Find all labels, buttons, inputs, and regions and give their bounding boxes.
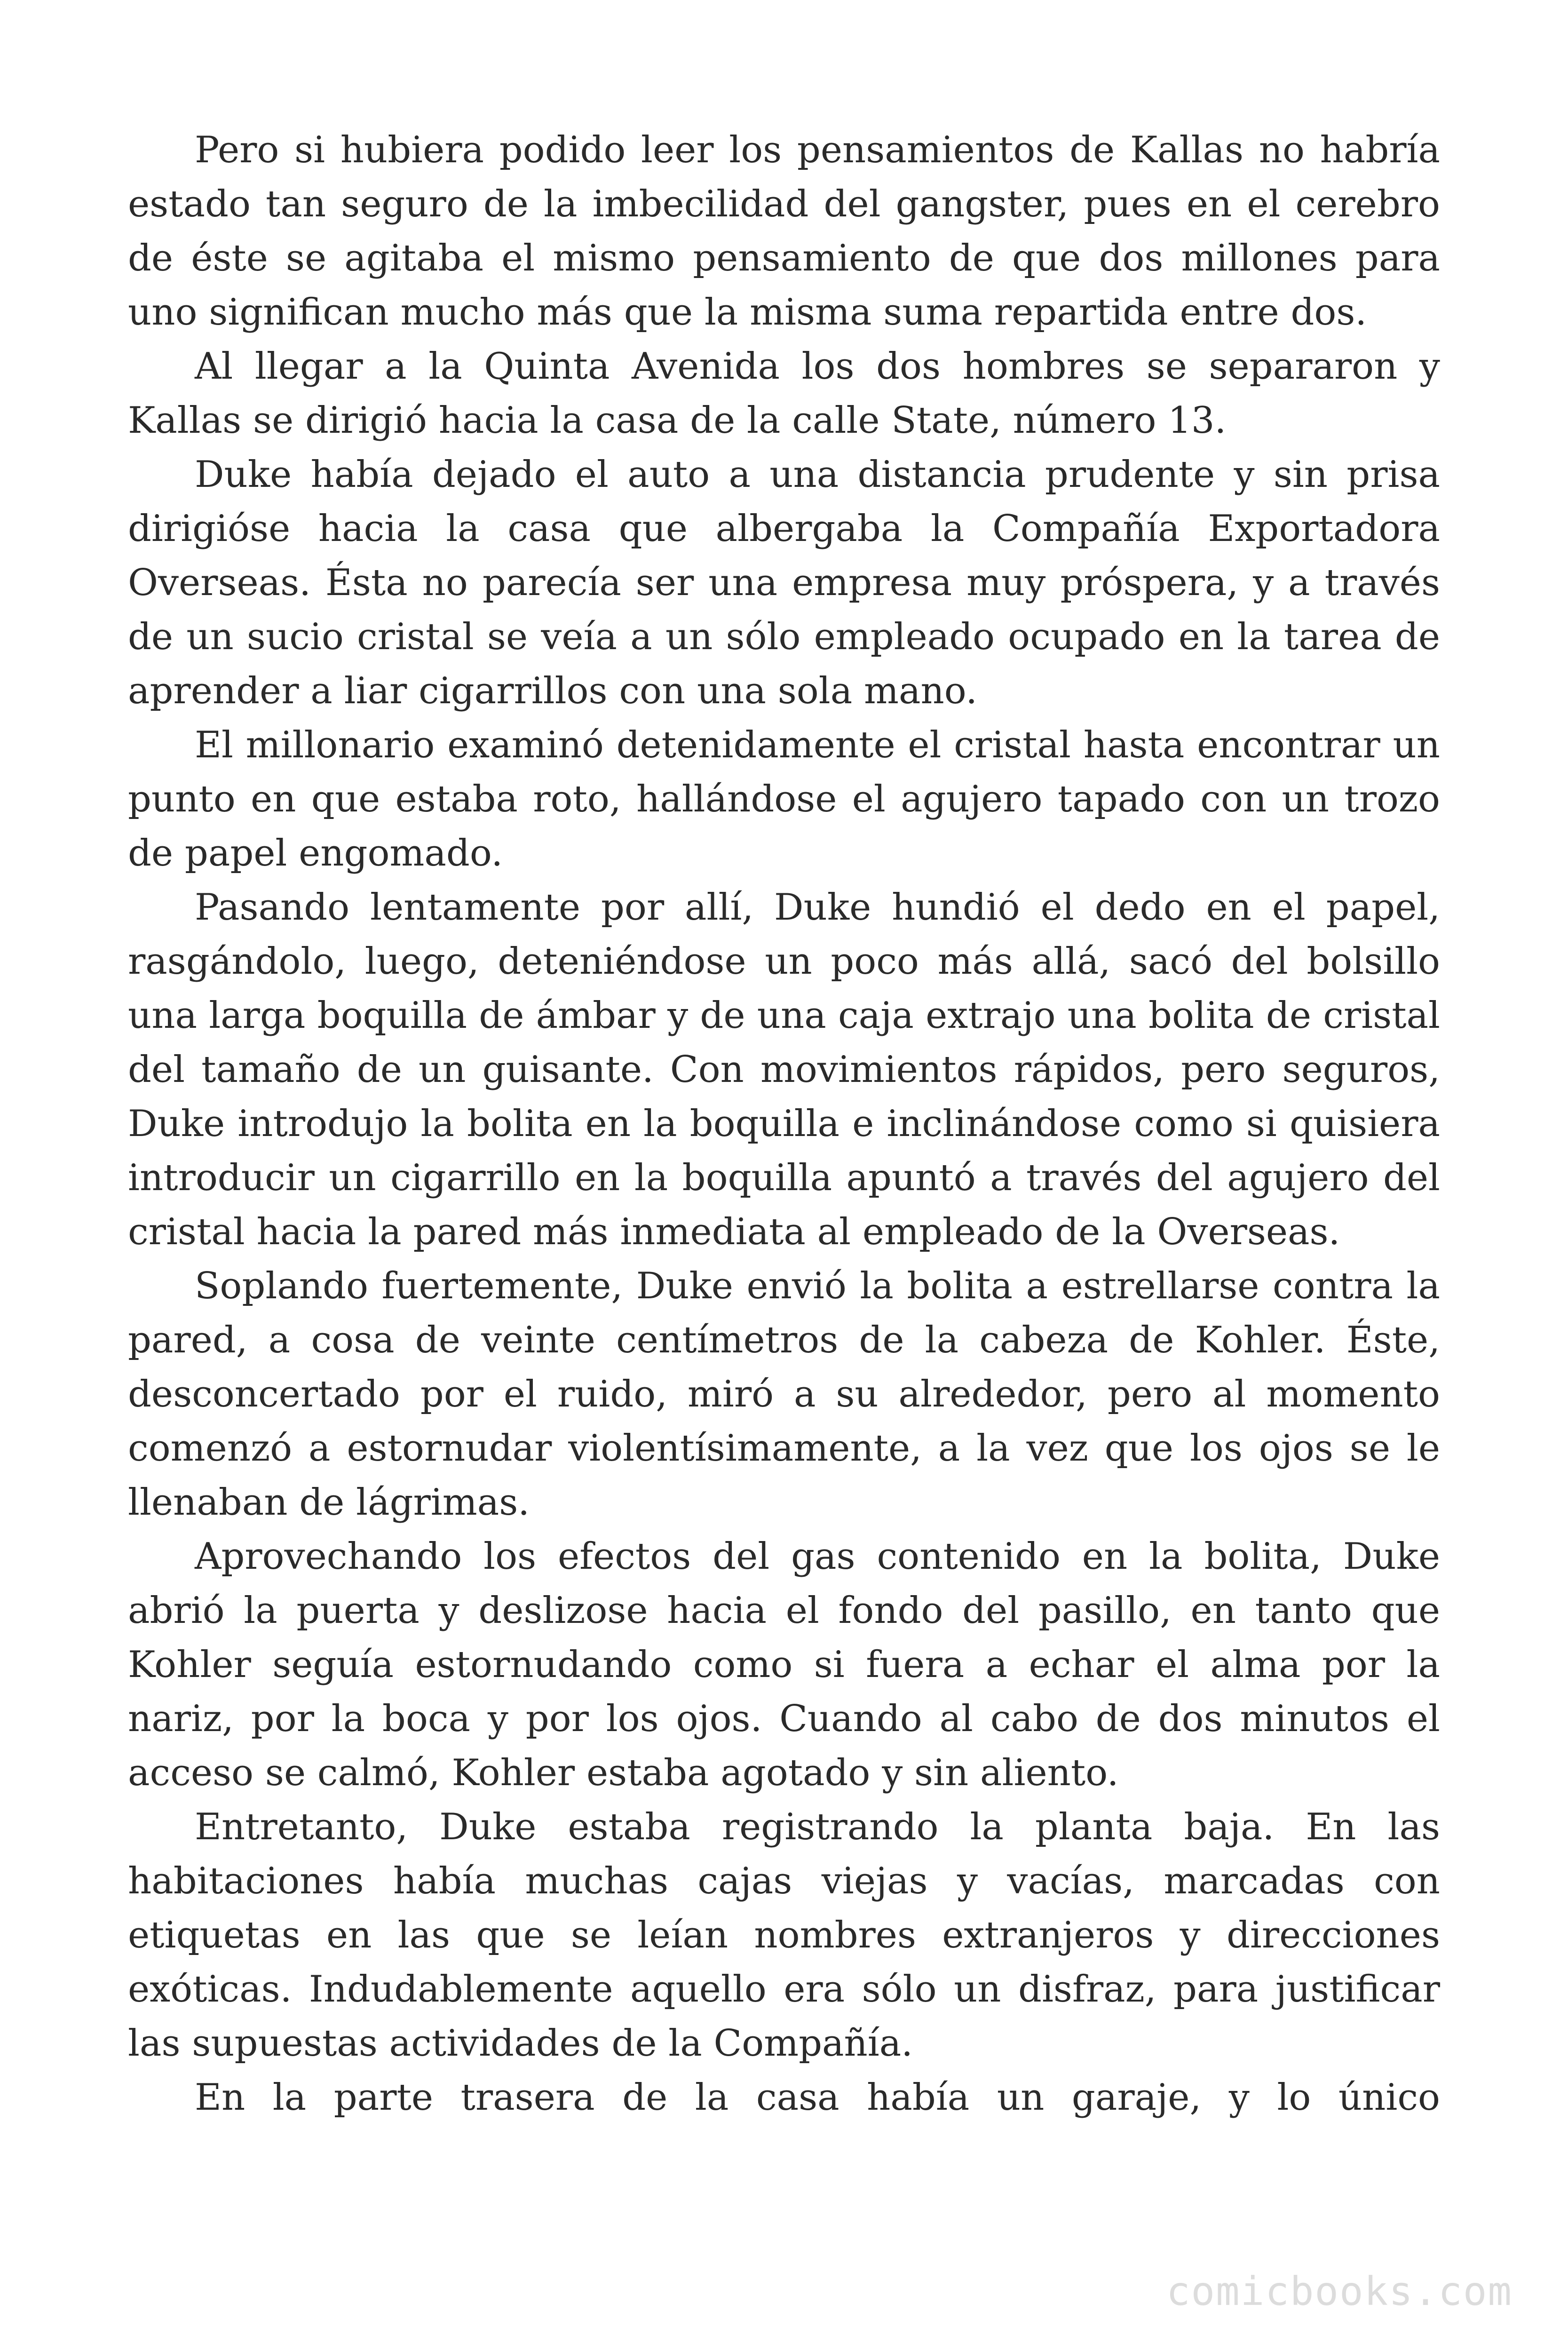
- paragraph-8: Entretanto, Duke estaba registrando la planta baja. En las habitaciones había muchas cajas viejas y vacías, marcadas con etiquetas en las que se leían nombres extranjeros y direcciones exóticas. Indudablemente aquello era sólo un disfraz, para justificar las supuestas actividades de la Compañía.: [128, 1806, 1440, 2065]
- paragraph-7: Aprovechando los efectos del gas contenido en la bolita, Duke abrió la puerta y deslizose hacia el fondo del pasillo, en tanto que Kohler seguía estornudando como si fuera a echar el alma por la nariz, por la boca y por los ojos. Cuando al cabo de dos minutos el acceso se calmó, Kohler estaba agotado y sin aliento.: [128, 1535, 1440, 1794]
- paragraph-5: Pasando lentamente por allí, Duke hundió el dedo en el papel, rasgándolo, luego, deteniéndose un poco más allá, sacó del bolsillo una larga boquilla de ámbar y de una caja extrajo una bolita de cristal del tamaño de un guisante. Con movimientos rápidos, pero seguros, Duke introdujo la bolita en la boquilla e inclinándose como si quisiera introducir un cigarrillo en la boquilla apuntó a través del agujero del cristal hacia la pared más inmediata al empleado de la Overseas.: [128, 886, 1440, 1253]
- paragraph-1: Pero si hubiera podido leer los pensamientos de Kallas no habría estado tan seguro de la imbecilidad del gangster, pues en el cerebro de éste se agitaba el mismo pensamiento de que dos millones para uno significan mucho más que la misma suma repartida entre dos.: [128, 129, 1440, 334]
- paragraph-3: Duke había dejado el auto a una distancia prudente y sin prisa dirigióse hacia la casa que albergaba la Compañía Exportadora Overseas. Ésta no parecía ser una empresa muy próspera, y a través de un sucio cristal se veía a un sólo empleado ocupado en la tarea de aprender a liar cigarrillos con una sola mano.: [128, 453, 1440, 712]
- watermark: comicbooks.com: [1166, 2268, 1513, 2314]
- book-page-text: [128, 123, 1440, 2125]
- paragraph-4: El millonario examinó detenidamente el cristal hasta encontrar un punto en que estaba roto, hallándose el agujero tapado con un trozo de papel engomado.: [128, 724, 1440, 874]
- paragraph-9: En la parte trasera de la casa había un garaje, y lo único: [195, 2076, 1440, 2119]
- paragraph-2: Al llegar a la Quinta Avenida los dos hombres se separaron y Kallas se dirigió hacia la casa de la calle State, número 13.: [128, 345, 1440, 442]
- paragraph-6: Soplando fuertemente, Duke envió la bolita a estrellarse contra la pared, a cosa de veinte centímetros de la cabeza de Kohler. Éste, desconcertado por el ruido, miró a su alrededor, pero al momento comenzó a estornudar violentísimamente, a la vez que los ojos se le llenaban de lágrimas.: [128, 1265, 1440, 1524]
